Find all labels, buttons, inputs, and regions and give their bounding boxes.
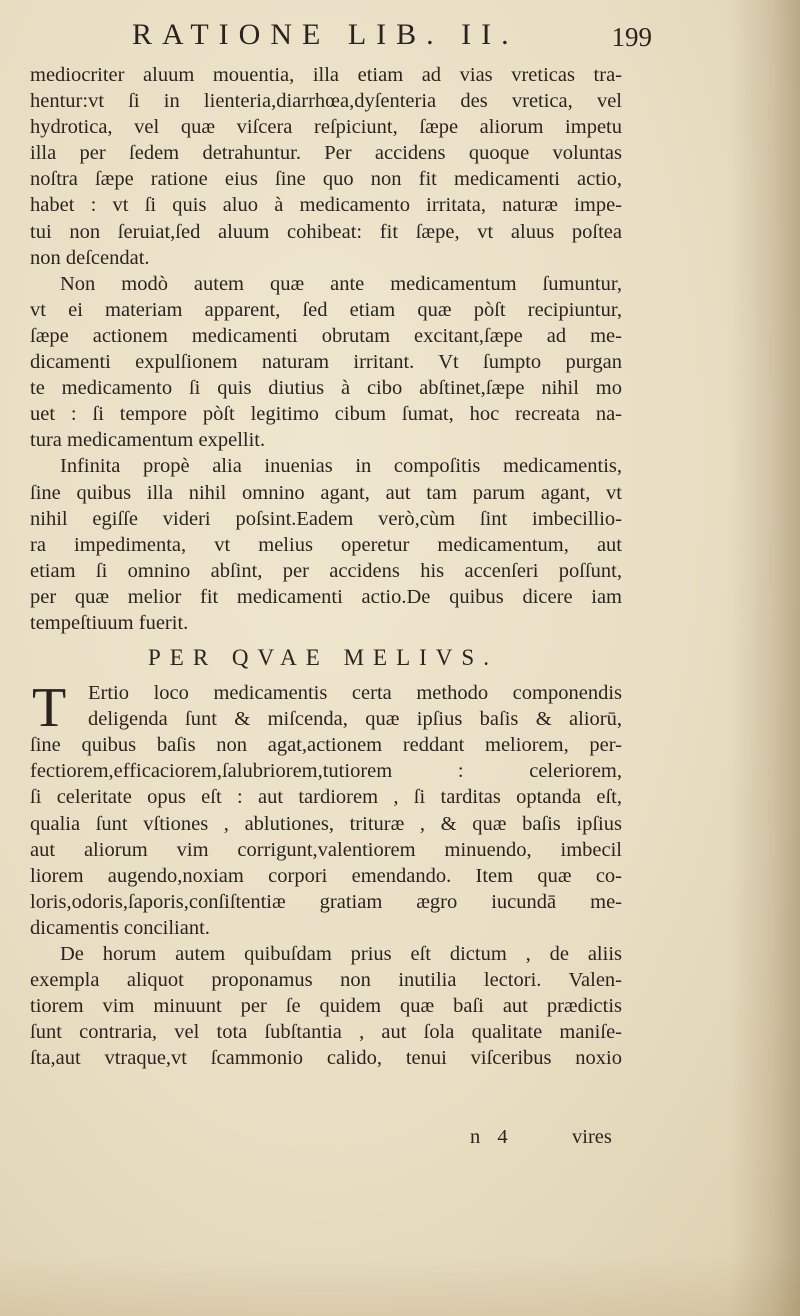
text-line: per quæ melior fit medicamenti actio.De quibus dicere iam (30, 585, 622, 608)
text-line: hentur:vt ſi in lienteria,diarrhœa,dyſenteria des vretica, vel (30, 90, 622, 113)
text-line: tiorem vim minuunt per ſe quidem quæ baſi aut prædictis (30, 995, 622, 1018)
text-line: ſine quibus baſis non agat,actionem reddant meliorem, per- (30, 734, 622, 757)
text-line: loris,odoris,ſaporis,conſiſtentiæ gratiam ægro iucundā me- (30, 890, 622, 913)
text-line: qualia ſunt vſtiones , ablutiones, trituræ , & quæ baſis ipſius (30, 812, 622, 835)
text-line: ſine quibus illa nihil omnino agant, aut tam parum agant, vt (30, 481, 622, 504)
text-line: ſunt contraria, vel tota ſubſtantia , aut ſola qualitate maniſe- (30, 1021, 622, 1044)
text-line: ſi celeritate opus eſt : aut tardiorem , ſi tarditas optanda eſt, (30, 786, 622, 809)
paragraph (30, 271, 630, 454)
text-line: Ertio loco medicamentis certa methodo componendis (88, 682, 622, 705)
text-line: fectiorem,efficaciorem,ſalubriorem,tutiorem : celeriorem, (30, 760, 622, 783)
text-line: etiam ſi omnino abſint, per accidens his accenſeri poſſunt, (30, 559, 622, 582)
text-line: tura medicamentum expellit. (30, 429, 266, 452)
text-line: ſta,aut vtraque,vt ſcammonio calido, tenui viſceribus noxio (30, 1047, 622, 1070)
text-line: deligenda ſunt & miſcenda, quæ ipſius baſis & aliorū, (88, 708, 622, 731)
drop-cap: T (32, 677, 67, 740)
paragraph (30, 677, 630, 941)
text-line: uet : ſi tempore pòſt legitimo cibum ſumat, hoc recreata na- (30, 403, 622, 426)
text-line: illa per ſedem detrahuntur. Per accidens quoque voluntas (30, 142, 622, 165)
signature-mark: n 4 (470, 1126, 514, 1148)
text-line: aut aliorum vim corrigunt,valentiorem minuendo, imbecil (30, 838, 622, 861)
text-line: tui non ſeruiat,ſed aluum cohibeat: fit ſæpe, vt aluus poſtea (30, 220, 622, 243)
text-line: dicamentis conciliant. (30, 916, 210, 939)
text-line: ra impedimenta, vt melius operetur medicamentum, aut (30, 533, 622, 556)
text-line: nihil egiſſe videri poſsint.Eadem verò,cùm ſint imbecillio- (30, 507, 622, 530)
page-edge-shadow (730, 0, 800, 1316)
text-line: mediocriter aluum mouentia, illa etiam ad vias vreticas tra- (30, 64, 622, 86)
text-line: De horum autem quibuſdam prius eſt dictum , de aliis (60, 943, 622, 965)
running-title: RATIONE LIB. II. (132, 18, 519, 51)
text-line: Non modò autem quæ ante medicamentum ſumuntur, (60, 272, 622, 295)
text-block (30, 62, 630, 1071)
text-line: te medicamento ſi quis diutius à cibo abſtinet,ſæpe nihil mo (30, 377, 622, 400)
text-line: non deſcendat. (30, 246, 150, 269)
running-head (132, 18, 652, 62)
text-line: vt ei materiam apparent, ſed etiam quæ pòſt recipiuntur, (30, 298, 622, 321)
text-line: noſtra ſæpe ratione eius ſine quo non fit medicamenti actio, (30, 168, 622, 191)
paragraph (30, 453, 630, 636)
text-line: dicamenti expulſionem naturam irritant. Vt ſumpto purgan (30, 351, 622, 374)
page-number: 199 (611, 22, 652, 52)
catchword: vires (572, 1126, 612, 1148)
text-line: liorem augendo,noxiam corpori emendando. Item quæ co- (30, 864, 622, 887)
text-line: ſæpe actionem medicamenti obrutam excitant,ſæpe ad me- (30, 324, 622, 347)
section-heading: PER QVAE MELIVS. (148, 645, 498, 671)
paragraph (30, 62, 630, 271)
text-line: Infinita propè alia inuenias in compoſitis medicamentis, (60, 455, 622, 478)
page-bottom-shadow (0, 1256, 800, 1316)
paragraph (30, 941, 630, 1071)
text-line: hydrotica, vel quæ viſcera reſpiciunt, ſæpe aliorum impetu (30, 116, 622, 139)
text-line: tempeſtiuum fuerit. (30, 611, 189, 634)
text-line: habet : vt ſi quis aluo à medicamento irritata, naturæ impe- (30, 194, 622, 217)
text-line: exempla aliquot proponamus non inutilia lectori. Valen- (30, 969, 622, 992)
